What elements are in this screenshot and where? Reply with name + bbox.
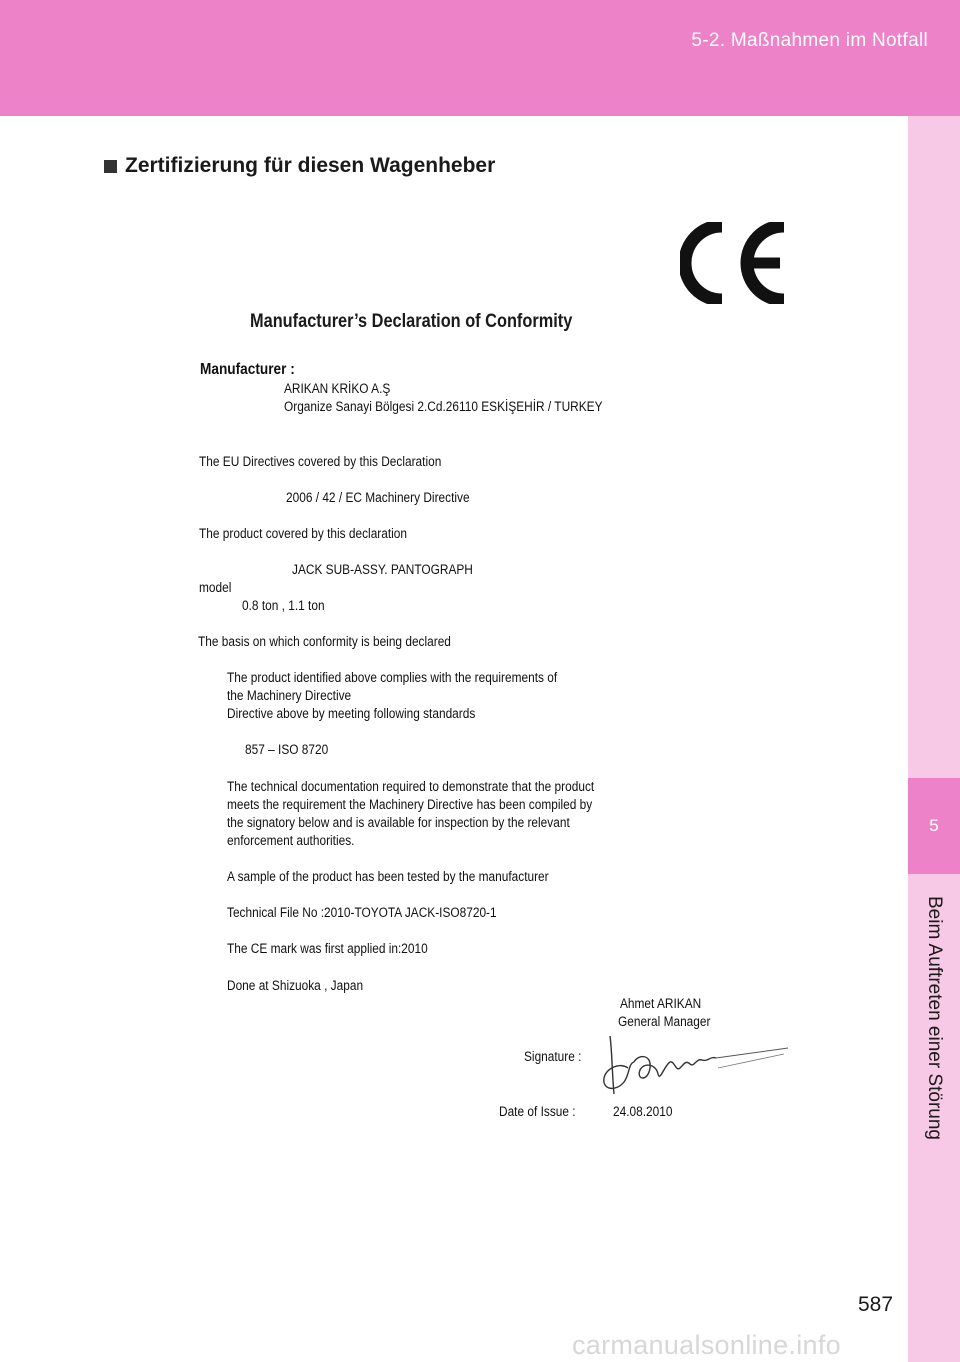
section-heading-text: Zertifizierung für diesen Wagenheber <box>125 154 496 177</box>
directive-text: 2006 / 42 / EC Machinery Directive <box>286 490 470 505</box>
basis-line-1: The product identified above complies with the requirements of <box>227 670 558 685</box>
sample-line: A sample of the product has been tested by the manufacturer <box>227 869 549 884</box>
handwritten-signature <box>598 1028 794 1098</box>
date-value: 24.08.2010 <box>613 1104 673 1119</box>
ce-mark-logo <box>680 222 790 304</box>
tech-line-1: The technical documentation required to demonstrate that the product <box>227 779 595 794</box>
directives-label: The EU Directives covered by this Declaration <box>199 454 442 469</box>
basis-label: The basis on which conformity is being declared <box>198 634 451 649</box>
ce-applied: The CE mark was first applied in:2010 <box>227 941 428 956</box>
signatory-name: Ahmet ARIKAN <box>620 996 702 1011</box>
standard-text: 857 – ISO 8720 <box>245 742 329 757</box>
basis-line-2: the Machinery Directive <box>227 688 352 703</box>
chapter-number-tab[interactable]: 5 <box>908 778 960 874</box>
signature-label: Signature : <box>524 1049 582 1064</box>
date-label: Date of Issue : <box>499 1104 576 1119</box>
section-heading <box>104 154 495 178</box>
filled-square-icon <box>104 160 117 173</box>
section-breadcrumb: 5-2. Maßnahmen im Notfall <box>691 30 928 51</box>
technical-file: Technical File No :2010-TOYOTA JACK-ISO8720-1 <box>227 905 497 920</box>
chapter-label: Beim Auftreten einer Störung <box>924 896 945 1140</box>
tech-line-3: the signatory below and is available for inspection by the relevant <box>227 815 570 830</box>
product-label: The product covered by this declaration <box>199 526 408 541</box>
manufacturer-name: ARIKAN KRİKO A.Ş <box>284 381 391 396</box>
done-at: Done at Shizuoka , Japan <box>227 978 364 993</box>
page-number: 587 <box>858 1293 894 1316</box>
signatory-title: General Manager <box>618 1014 711 1029</box>
declaration-title: Manufacturer’s Declaration of Conformity <box>250 311 573 332</box>
tech-line-4: enforcement authorities. <box>227 833 355 848</box>
model-value: 0.8 ton , 1.1 ton <box>242 598 325 613</box>
basis-line-3: Directive above by meeting following standards <box>227 706 476 721</box>
manufacturer-label: Manufacturer : <box>200 361 295 378</box>
chapter-side-tab <box>908 116 960 1362</box>
model-label: model <box>199 580 232 595</box>
product-name: JACK SUB-ASSY. PANTOGRAPH <box>292 562 473 577</box>
tech-line-2: meets the requirement the Machinery Directive has been compiled by <box>227 797 593 812</box>
watermark-text: carmanualsonline.info <box>572 1330 841 1360</box>
manufacturer-address: Organize Sanayi Bölgesi 2.Cd.26110 ESKİŞEHİR / TURKEY <box>284 399 603 414</box>
header-bar <box>0 0 960 116</box>
